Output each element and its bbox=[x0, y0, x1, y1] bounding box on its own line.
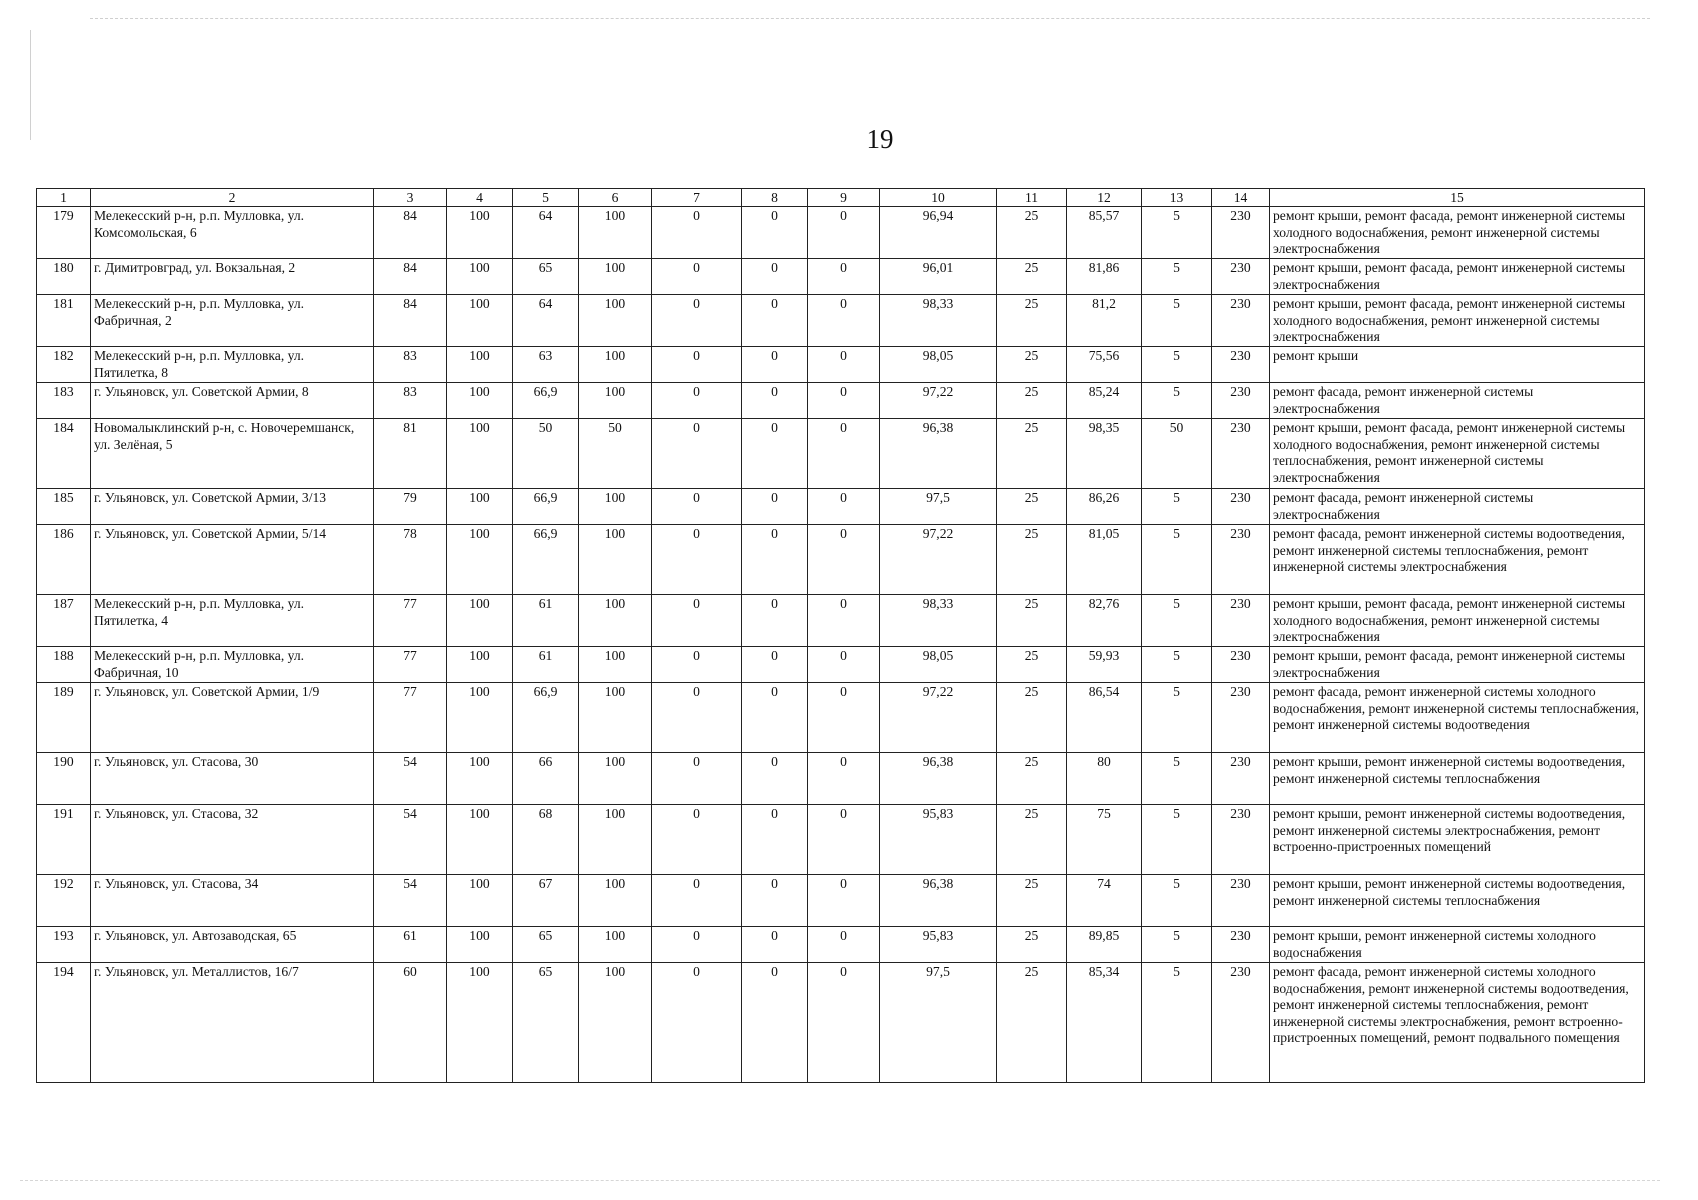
value-cell-c3: 78 bbox=[374, 525, 447, 595]
row-number: 181 bbox=[37, 295, 91, 347]
value-cell-c14: 230 bbox=[1212, 207, 1270, 259]
value-cell-c11: 25 bbox=[997, 419, 1067, 489]
value-cell-c12: 85,24 bbox=[1067, 383, 1142, 419]
value-cell-c8: 0 bbox=[742, 927, 808, 963]
value-cell-c13: 5 bbox=[1142, 489, 1212, 525]
value-cell-c5: 66,9 bbox=[513, 683, 579, 753]
value-cell-c12: 80 bbox=[1067, 753, 1142, 805]
works-cell: ремонт крыши, ремонт инженерной системы водоотведения, ремонт инженерной системы теплоснабжения bbox=[1270, 753, 1645, 805]
value-cell-c3: 83 bbox=[374, 347, 447, 383]
value-cell-c11: 25 bbox=[997, 753, 1067, 805]
value-cell-c10: 95,83 bbox=[880, 805, 997, 875]
works-cell: ремонт крыши, ремонт фасада, ремонт инженерной системы холодного водоснабжения, ремонт инженерной системы теплоснабжения, ремонт инженерной системы электроснабжения bbox=[1270, 419, 1645, 489]
value-cell-c6: 100 bbox=[579, 927, 652, 963]
table-row bbox=[37, 295, 1645, 347]
value-cell-c10: 98,05 bbox=[880, 347, 997, 383]
value-cell-c4: 100 bbox=[447, 525, 513, 595]
value-cell-c8: 0 bbox=[742, 259, 808, 295]
column-header: 9 bbox=[808, 189, 880, 207]
value-cell-c11: 25 bbox=[997, 647, 1067, 683]
value-cell-c3: 77 bbox=[374, 683, 447, 753]
data-table bbox=[36, 188, 1645, 1083]
column-header: 8 bbox=[742, 189, 808, 207]
value-cell-c13: 5 bbox=[1142, 525, 1212, 595]
table-row bbox=[37, 595, 1645, 647]
column-header: 13 bbox=[1142, 189, 1212, 207]
row-number: 194 bbox=[37, 963, 91, 1083]
address-cell: Новомалыклинский р-н, с. Новочеремшанск, ул. Зелёная, 5 bbox=[91, 419, 374, 489]
value-cell-c7: 0 bbox=[652, 963, 742, 1083]
value-cell-c5: 66,9 bbox=[513, 525, 579, 595]
works-cell: ремонт крыши, ремонт инженерной системы водоотведения, ремонт инженерной системы теплоснабжения bbox=[1270, 875, 1645, 927]
value-cell-c14: 230 bbox=[1212, 419, 1270, 489]
value-cell-c12: 82,76 bbox=[1067, 595, 1142, 647]
address-cell: г. Ульяновск, ул. Автозаводская, 65 bbox=[91, 927, 374, 963]
value-cell-c14: 230 bbox=[1212, 963, 1270, 1083]
value-cell-c13: 5 bbox=[1142, 805, 1212, 875]
row-number: 186 bbox=[37, 525, 91, 595]
value-cell-c14: 230 bbox=[1212, 525, 1270, 595]
table-row bbox=[37, 805, 1645, 875]
value-cell-c8: 0 bbox=[742, 963, 808, 1083]
value-cell-c7: 0 bbox=[652, 595, 742, 647]
value-cell-c12: 85,57 bbox=[1067, 207, 1142, 259]
value-cell-c3: 81 bbox=[374, 419, 447, 489]
value-cell-c6: 100 bbox=[579, 489, 652, 525]
value-cell-c6: 100 bbox=[579, 753, 652, 805]
value-cell-c3: 54 bbox=[374, 753, 447, 805]
column-header: 3 bbox=[374, 189, 447, 207]
column-header: 14 bbox=[1212, 189, 1270, 207]
value-cell-c5: 68 bbox=[513, 805, 579, 875]
value-cell-c5: 67 bbox=[513, 875, 579, 927]
value-cell-c14: 230 bbox=[1212, 805, 1270, 875]
table-body bbox=[37, 189, 1645, 1083]
value-cell-c4: 100 bbox=[447, 875, 513, 927]
value-cell-c5: 61 bbox=[513, 647, 579, 683]
value-cell-c6: 100 bbox=[579, 207, 652, 259]
row-number: 188 bbox=[37, 647, 91, 683]
page-number: 19 bbox=[866, 124, 894, 154]
value-cell-c14: 230 bbox=[1212, 683, 1270, 753]
value-cell-c11: 25 bbox=[997, 525, 1067, 595]
row-number: 192 bbox=[37, 875, 91, 927]
row-number: 185 bbox=[37, 489, 91, 525]
value-cell-c14: 230 bbox=[1212, 647, 1270, 683]
value-cell-c9: 0 bbox=[808, 753, 880, 805]
value-cell-c9: 0 bbox=[808, 347, 880, 383]
value-cell-c13: 5 bbox=[1142, 875, 1212, 927]
value-cell-c3: 77 bbox=[374, 647, 447, 683]
value-cell-c6: 100 bbox=[579, 347, 652, 383]
column-header: 12 bbox=[1067, 189, 1142, 207]
address-cell: Мелекесский р-н, р.п. Мулловка, ул. Фабричная, 10 bbox=[91, 647, 374, 683]
value-cell-c11: 25 bbox=[997, 963, 1067, 1083]
value-cell-c11: 25 bbox=[997, 207, 1067, 259]
value-cell-c9: 0 bbox=[808, 207, 880, 259]
works-cell: ремонт фасада, ремонт инженерной системы электроснабжения bbox=[1270, 489, 1645, 525]
scan-artifact-bottom bbox=[20, 1180, 1660, 1181]
column-header: 4 bbox=[447, 189, 513, 207]
value-cell-c8: 0 bbox=[742, 207, 808, 259]
value-cell-c10: 97,22 bbox=[880, 525, 997, 595]
value-cell-c7: 0 bbox=[652, 295, 742, 347]
address-cell: Мелекесский р-н, р.п. Мулловка, ул. Пятилетка, 4 bbox=[91, 595, 374, 647]
value-cell-c7: 0 bbox=[652, 647, 742, 683]
value-cell-c5: 64 bbox=[513, 207, 579, 259]
value-cell-c6: 50 bbox=[579, 419, 652, 489]
value-cell-c5: 65 bbox=[513, 259, 579, 295]
value-cell-c5: 66,9 bbox=[513, 489, 579, 525]
value-cell-c11: 25 bbox=[997, 683, 1067, 753]
value-cell-c13: 5 bbox=[1142, 927, 1212, 963]
value-cell-c8: 0 bbox=[742, 683, 808, 753]
value-cell-c10: 96,38 bbox=[880, 875, 997, 927]
table-row bbox=[37, 753, 1645, 805]
row-number: 184 bbox=[37, 419, 91, 489]
address-cell: г. Димитровград, ул. Вокзальная, 2 bbox=[91, 259, 374, 295]
value-cell-c10: 97,22 bbox=[880, 683, 997, 753]
address-cell: г. Ульяновск, ул. Стасова, 34 bbox=[91, 875, 374, 927]
value-cell-c9: 0 bbox=[808, 805, 880, 875]
works-cell: ремонт крыши, ремонт фасада, ремонт инженерной системы холодного водоснабжения, ремонт инженерной системы электроснабжения bbox=[1270, 595, 1645, 647]
value-cell-c3: 83 bbox=[374, 383, 447, 419]
value-cell-c6: 100 bbox=[579, 875, 652, 927]
value-cell-c8: 0 bbox=[742, 647, 808, 683]
value-cell-c13: 5 bbox=[1142, 259, 1212, 295]
value-cell-c13: 5 bbox=[1142, 963, 1212, 1083]
value-cell-c3: 77 bbox=[374, 595, 447, 647]
value-cell-c14: 230 bbox=[1212, 489, 1270, 525]
column-header: 15 bbox=[1270, 189, 1645, 207]
value-cell-c9: 0 bbox=[808, 647, 880, 683]
table-row bbox=[37, 207, 1645, 259]
works-cell: ремонт крыши bbox=[1270, 347, 1645, 383]
value-cell-c7: 0 bbox=[652, 489, 742, 525]
value-cell-c9: 0 bbox=[808, 683, 880, 753]
works-cell: ремонт фасада, ремонт инженерной системы холодного водоснабжения, ремонт инженерной системы теплоснабжения, ремонт инженерной системы водоотведения bbox=[1270, 683, 1645, 753]
scan-artifact-top bbox=[90, 18, 1650, 19]
value-cell-c7: 0 bbox=[652, 419, 742, 489]
table-row bbox=[37, 647, 1645, 683]
address-cell: г. Ульяновск, ул. Стасова, 32 bbox=[91, 805, 374, 875]
works-cell: ремонт крыши, ремонт фасада, ремонт инженерной системы холодного водоснабжения, ремонт инженерной системы электроснабжения bbox=[1270, 207, 1645, 259]
works-cell: ремонт фасада, ремонт инженерной системы холодного водоснабжения, ремонт инженерной системы водоотведения, ремонт инженерной системы теплоснабжения, ремонт инженерной системы электроснабжения, ремонт встроенно-пристроенных помещений, ремонт подвального помещения bbox=[1270, 963, 1645, 1083]
value-cell-c4: 100 bbox=[447, 595, 513, 647]
value-cell-c7: 0 bbox=[652, 875, 742, 927]
value-cell-c12: 81,2 bbox=[1067, 295, 1142, 347]
value-cell-c10: 98,33 bbox=[880, 595, 997, 647]
row-number: 182 bbox=[37, 347, 91, 383]
works-cell: ремонт крыши, ремонт фасада, ремонт инженерной системы электроснабжения bbox=[1270, 647, 1645, 683]
value-cell-c9: 0 bbox=[808, 927, 880, 963]
value-cell-c9: 0 bbox=[808, 875, 880, 927]
row-number: 183 bbox=[37, 383, 91, 419]
column-header: 2 bbox=[91, 189, 374, 207]
works-cell: ремонт крыши, ремонт инженерной системы водоотведения, ремонт инженерной системы электроснабжения, ремонт встроенно-пристроенных помещений bbox=[1270, 805, 1645, 875]
value-cell-c5: 61 bbox=[513, 595, 579, 647]
value-cell-c3: 60 bbox=[374, 963, 447, 1083]
value-cell-c12: 86,54 bbox=[1067, 683, 1142, 753]
value-cell-c10: 96,94 bbox=[880, 207, 997, 259]
value-cell-c4: 100 bbox=[447, 753, 513, 805]
value-cell-c10: 97,22 bbox=[880, 383, 997, 419]
value-cell-c6: 100 bbox=[579, 259, 652, 295]
value-cell-c6: 100 bbox=[579, 383, 652, 419]
value-cell-c5: 66 bbox=[513, 753, 579, 805]
value-cell-c14: 230 bbox=[1212, 347, 1270, 383]
value-cell-c8: 0 bbox=[742, 383, 808, 419]
value-cell-c7: 0 bbox=[652, 383, 742, 419]
value-cell-c8: 0 bbox=[742, 753, 808, 805]
value-cell-c6: 100 bbox=[579, 295, 652, 347]
table-row bbox=[37, 347, 1645, 383]
value-cell-c4: 100 bbox=[447, 259, 513, 295]
value-cell-c4: 100 bbox=[447, 489, 513, 525]
value-cell-c3: 84 bbox=[374, 295, 447, 347]
row-number: 193 bbox=[37, 927, 91, 963]
value-cell-c12: 98,35 bbox=[1067, 419, 1142, 489]
value-cell-c10: 96,38 bbox=[880, 753, 997, 805]
value-cell-c12: 85,34 bbox=[1067, 963, 1142, 1083]
value-cell-c8: 0 bbox=[742, 805, 808, 875]
column-header: 1 bbox=[37, 189, 91, 207]
value-cell-c13: 5 bbox=[1142, 347, 1212, 383]
value-cell-c12: 74 bbox=[1067, 875, 1142, 927]
value-cell-c10: 97,5 bbox=[880, 963, 997, 1083]
row-number: 189 bbox=[37, 683, 91, 753]
value-cell-c14: 230 bbox=[1212, 595, 1270, 647]
row-number: 191 bbox=[37, 805, 91, 875]
address-cell: Мелекесский р-н, р.п. Мулловка, ул. Пятилетка, 8 bbox=[91, 347, 374, 383]
value-cell-c7: 0 bbox=[652, 683, 742, 753]
value-cell-c13: 5 bbox=[1142, 295, 1212, 347]
value-cell-c7: 0 bbox=[652, 753, 742, 805]
value-cell-c12: 75,56 bbox=[1067, 347, 1142, 383]
value-cell-c5: 66,9 bbox=[513, 383, 579, 419]
column-header: 5 bbox=[513, 189, 579, 207]
column-header-row bbox=[37, 189, 1645, 207]
address-cell: г. Ульяновск, ул. Стасова, 30 bbox=[91, 753, 374, 805]
value-cell-c10: 98,33 bbox=[880, 295, 997, 347]
value-cell-c11: 25 bbox=[997, 875, 1067, 927]
works-cell: ремонт фасада, ремонт инженерной системы электроснабжения bbox=[1270, 383, 1645, 419]
value-cell-c11: 25 bbox=[997, 805, 1067, 875]
value-cell-c13: 5 bbox=[1142, 683, 1212, 753]
value-cell-c13: 5 bbox=[1142, 753, 1212, 805]
value-cell-c11: 25 bbox=[997, 259, 1067, 295]
value-cell-c4: 100 bbox=[447, 963, 513, 1083]
table-row bbox=[37, 963, 1645, 1083]
value-cell-c3: 61 bbox=[374, 927, 447, 963]
value-cell-c11: 25 bbox=[997, 295, 1067, 347]
column-header: 11 bbox=[997, 189, 1067, 207]
value-cell-c9: 0 bbox=[808, 295, 880, 347]
row-number: 179 bbox=[37, 207, 91, 259]
value-cell-c8: 0 bbox=[742, 595, 808, 647]
column-header: 10 bbox=[880, 189, 997, 207]
value-cell-c9: 0 bbox=[808, 419, 880, 489]
address-cell: г. Ульяновск, ул. Советской Армии, 3/13 bbox=[91, 489, 374, 525]
value-cell-c4: 100 bbox=[447, 347, 513, 383]
value-cell-c10: 96,38 bbox=[880, 419, 997, 489]
value-cell-c10: 96,01 bbox=[880, 259, 997, 295]
value-cell-c5: 65 bbox=[513, 927, 579, 963]
table-row bbox=[37, 419, 1645, 489]
value-cell-c13: 5 bbox=[1142, 595, 1212, 647]
value-cell-c9: 0 bbox=[808, 259, 880, 295]
value-cell-c14: 230 bbox=[1212, 383, 1270, 419]
value-cell-c11: 25 bbox=[997, 347, 1067, 383]
value-cell-c8: 0 bbox=[742, 295, 808, 347]
table-row bbox=[37, 927, 1645, 963]
value-cell-c5: 50 bbox=[513, 419, 579, 489]
table-row bbox=[37, 525, 1645, 595]
value-cell-c13: 5 bbox=[1142, 647, 1212, 683]
value-cell-c14: 230 bbox=[1212, 927, 1270, 963]
row-number: 187 bbox=[37, 595, 91, 647]
value-cell-c6: 100 bbox=[579, 805, 652, 875]
value-cell-c12: 81,86 bbox=[1067, 259, 1142, 295]
row-number: 190 bbox=[37, 753, 91, 805]
value-cell-c10: 98,05 bbox=[880, 647, 997, 683]
value-cell-c7: 0 bbox=[652, 347, 742, 383]
value-cell-c14: 230 bbox=[1212, 753, 1270, 805]
value-cell-c7: 0 bbox=[652, 927, 742, 963]
value-cell-c9: 0 bbox=[808, 963, 880, 1083]
value-cell-c3: 54 bbox=[374, 875, 447, 927]
value-cell-c3: 84 bbox=[374, 259, 447, 295]
value-cell-c5: 63 bbox=[513, 347, 579, 383]
value-cell-c6: 100 bbox=[579, 963, 652, 1083]
value-cell-c6: 100 bbox=[579, 683, 652, 753]
table-row bbox=[37, 383, 1645, 419]
value-cell-c12: 89,85 bbox=[1067, 927, 1142, 963]
value-cell-c9: 0 bbox=[808, 383, 880, 419]
row-number: 180 bbox=[37, 259, 91, 295]
works-cell: ремонт фасада, ремонт инженерной системы водоотведения, ремонт инженерной системы теплоснабжения, ремонт инженерной системы электроснабжения bbox=[1270, 525, 1645, 595]
works-cell: ремонт крыши, ремонт фасада, ремонт инженерной системы холодного водоснабжения, ремонт инженерной системы электроснабжения bbox=[1270, 295, 1645, 347]
value-cell-c12: 81,05 bbox=[1067, 525, 1142, 595]
value-cell-c14: 230 bbox=[1212, 875, 1270, 927]
column-header: 7 bbox=[652, 189, 742, 207]
address-cell: г. Ульяновск, ул. Советской Армии, 8 bbox=[91, 383, 374, 419]
value-cell-c7: 0 bbox=[652, 805, 742, 875]
value-cell-c7: 0 bbox=[652, 207, 742, 259]
value-cell-c13: 50 bbox=[1142, 419, 1212, 489]
column-header: 6 bbox=[579, 189, 652, 207]
value-cell-c3: 54 bbox=[374, 805, 447, 875]
value-cell-c4: 100 bbox=[447, 207, 513, 259]
value-cell-c11: 25 bbox=[997, 927, 1067, 963]
value-cell-c4: 100 bbox=[447, 419, 513, 489]
table-row bbox=[37, 683, 1645, 753]
address-cell: г. Ульяновск, ул. Советской Армии, 5/14 bbox=[91, 525, 374, 595]
value-cell-c10: 95,83 bbox=[880, 927, 997, 963]
address-cell: г. Ульяновск, ул. Советской Армии, 1/9 bbox=[91, 683, 374, 753]
value-cell-c9: 0 bbox=[808, 489, 880, 525]
value-cell-c5: 64 bbox=[513, 295, 579, 347]
value-cell-c6: 100 bbox=[579, 595, 652, 647]
value-cell-c9: 0 bbox=[808, 595, 880, 647]
value-cell-c3: 84 bbox=[374, 207, 447, 259]
value-cell-c5: 65 bbox=[513, 963, 579, 1083]
value-cell-c8: 0 bbox=[742, 489, 808, 525]
value-cell-c11: 25 bbox=[997, 383, 1067, 419]
value-cell-c6: 100 bbox=[579, 647, 652, 683]
value-cell-c8: 0 bbox=[742, 525, 808, 595]
value-cell-c9: 0 bbox=[808, 525, 880, 595]
address-cell: г. Ульяновск, ул. Металлистов, 16/7 bbox=[91, 963, 374, 1083]
value-cell-c12: 86,26 bbox=[1067, 489, 1142, 525]
value-cell-c13: 5 bbox=[1142, 207, 1212, 259]
value-cell-c11: 25 bbox=[997, 595, 1067, 647]
value-cell-c8: 0 bbox=[742, 419, 808, 489]
value-cell-c7: 0 bbox=[652, 259, 742, 295]
value-cell-c13: 5 bbox=[1142, 383, 1212, 419]
value-cell-c10: 97,5 bbox=[880, 489, 997, 525]
value-cell-c7: 0 bbox=[652, 525, 742, 595]
value-cell-c8: 0 bbox=[742, 875, 808, 927]
value-cell-c6: 100 bbox=[579, 525, 652, 595]
value-cell-c4: 100 bbox=[447, 805, 513, 875]
table-row bbox=[37, 259, 1645, 295]
value-cell-c12: 59,93 bbox=[1067, 647, 1142, 683]
value-cell-c14: 230 bbox=[1212, 259, 1270, 295]
works-cell: ремонт крыши, ремонт инженерной системы холодного водоснабжения bbox=[1270, 927, 1645, 963]
value-cell-c4: 100 bbox=[447, 927, 513, 963]
value-cell-c4: 100 bbox=[447, 683, 513, 753]
table-row bbox=[37, 875, 1645, 927]
value-cell-c4: 100 bbox=[447, 295, 513, 347]
value-cell-c4: 100 bbox=[447, 647, 513, 683]
value-cell-c11: 25 bbox=[997, 489, 1067, 525]
value-cell-c3: 79 bbox=[374, 489, 447, 525]
address-cell: Мелекесский р-н, р.п. Мулловка, ул. Комсомольская, 6 bbox=[91, 207, 374, 259]
value-cell-c4: 100 bbox=[447, 383, 513, 419]
value-cell-c14: 230 bbox=[1212, 295, 1270, 347]
works-cell: ремонт крыши, ремонт фасада, ремонт инженерной системы электроснабжения bbox=[1270, 259, 1645, 295]
value-cell-c12: 75 bbox=[1067, 805, 1142, 875]
address-cell: Мелекесский р-н, р.п. Мулловка, ул. Фабричная, 2 bbox=[91, 295, 374, 347]
table-row bbox=[37, 489, 1645, 525]
value-cell-c8: 0 bbox=[742, 347, 808, 383]
